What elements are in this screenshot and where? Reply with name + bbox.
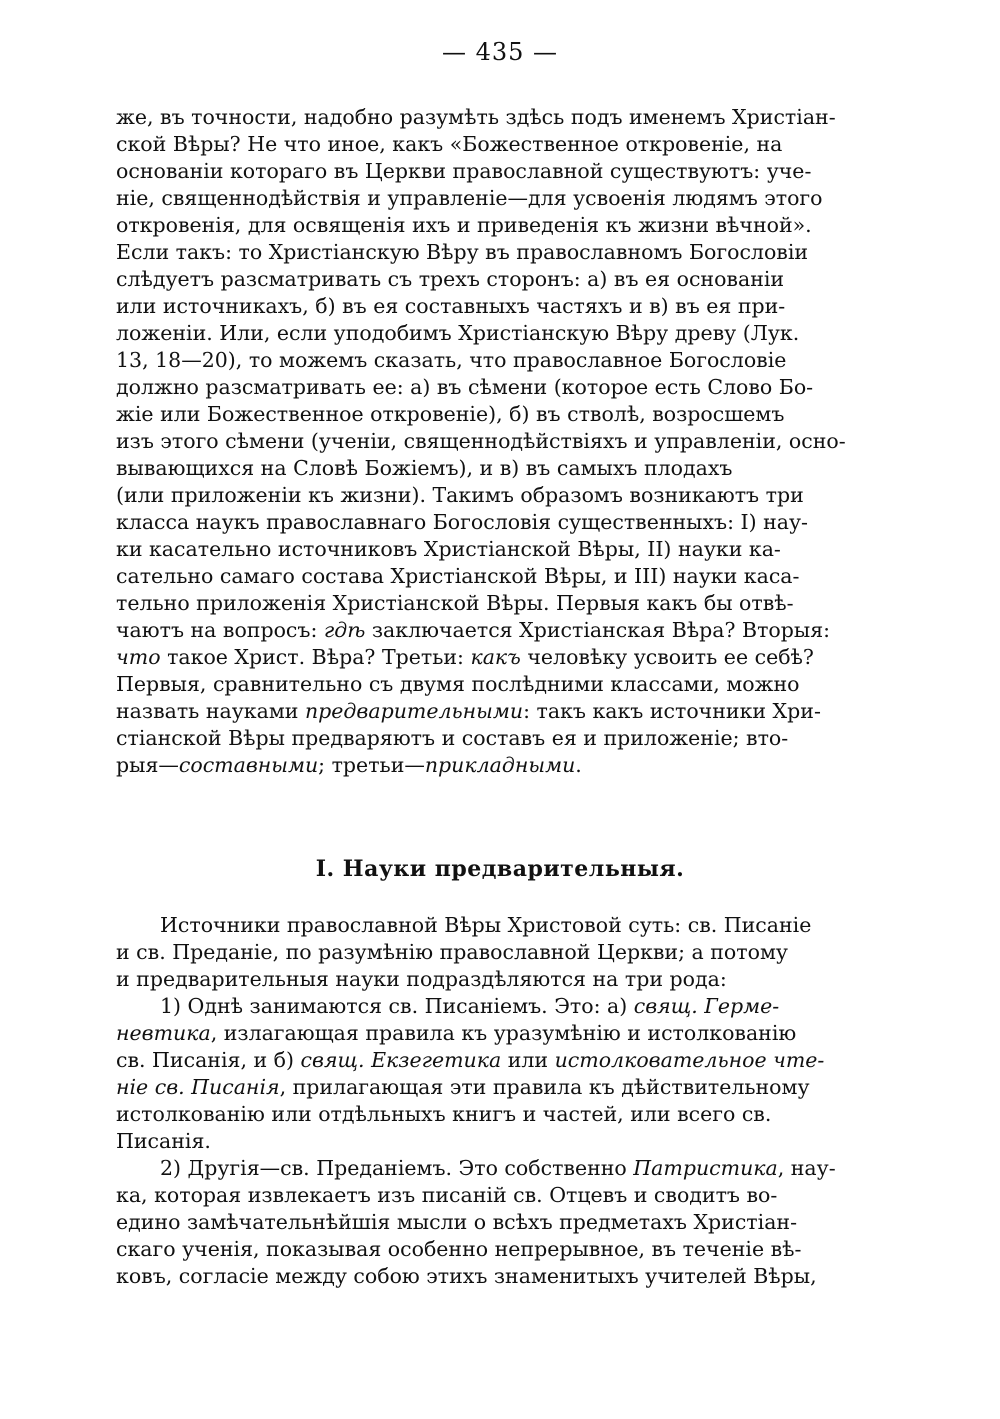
emphasis-text: невтика	[116, 1021, 211, 1045]
text-line: должно разсматривать ее: а) въ сѣмени (которое есть Слово Бо-	[116, 375, 814, 399]
emphasis-text: что	[116, 645, 161, 669]
text-run: человѣку усвоить ее себѣ?	[520, 645, 814, 669]
text-run: назвать науками	[116, 699, 305, 723]
text-run: .	[575, 753, 582, 777]
text-run: : такъ какъ источники Хри-	[523, 699, 821, 723]
text-line	[116, 1155, 906, 1182]
paragraph-1	[116, 104, 906, 617]
emphasis-text: ніе св. Писанія	[116, 1075, 280, 1099]
emphasis-text: истолковательное чте-	[554, 1048, 825, 1072]
emphasis-text: составными	[178, 753, 319, 777]
text-line	[116, 1020, 906, 1047]
text-run: , излагающая правила къ уразумѣнію и истолкованію	[210, 1021, 797, 1045]
text-line	[116, 752, 906, 779]
text-line: скаго ученія, показывая особенно непрерывное, въ теченіе вѣ-	[116, 1237, 802, 1261]
text-line: ковъ, согласіе между собою этихъ знаменитыхъ учителей Вѣры,	[116, 1264, 817, 1288]
text-line: ніе, священнодѣйствія и управленіе—для усвоенія людямъ этого	[116, 186, 823, 210]
text-run: , нау-	[777, 1156, 836, 1180]
emphasis-text: какъ	[470, 645, 521, 669]
text-run: чаютъ на вопросъ:	[116, 618, 324, 642]
text-run: заключается Христіанская Вѣра? Вторыя:	[365, 618, 831, 642]
text-run: такое Христ. Вѣра? Третьи:	[160, 645, 471, 669]
paragraph-2	[116, 912, 906, 1290]
text-line: ка, которая извлекаетъ изъ писаній св. Отцевъ и сводитъ во-	[116, 1183, 778, 1207]
text-line: и св. Преданіе, по разумѣнію православной Церкви; а потому	[116, 940, 788, 964]
text-line: же, въ точности, надобно разумѣть здѣсь подъ именемъ Христіан-	[116, 105, 836, 129]
text-line: и предварительныя науки подраздѣляются на три рода:	[116, 967, 727, 991]
text-run: 1) Однѣ занимаются св. Писаніемъ. Это: а)	[160, 994, 634, 1018]
text-run: или	[501, 1048, 555, 1072]
paragraph-1-continued	[116, 617, 906, 779]
emphasis-text: свящ. Герме-	[633, 994, 780, 1018]
page-number: — 435 —	[441, 38, 559, 66]
text-line: Первыя, сравнительно съ двумя послѣдними классами, можно	[116, 672, 800, 696]
emphasis-text: Патристика	[633, 1156, 778, 1180]
text-line: основаніи котораго въ Церкви православной существуютъ: уче-	[116, 159, 812, 183]
text-run: 2) Другія—св. Преданіемъ. Это собственно	[160, 1156, 634, 1180]
text-line	[116, 617, 906, 644]
text-line: едино замѣчательнѣйшія мысли о всѣхъ предметахъ Христіан-	[116, 1210, 798, 1234]
section-heading: I. Науки предварительныя.	[315, 856, 685, 882]
text-line: истолкованію или отдѣльныхъ книгъ и частей, или всего св.	[116, 1102, 772, 1126]
text-line: изъ этого сѣмени (ученіи, священнодѣйствіяхъ и управленіи, осно-	[116, 429, 846, 453]
text-line: ской Вѣры? Не что иное, какъ «Божественное откровеніе, на	[116, 132, 783, 156]
text-line: Источники православной Вѣры Христовой суть: св. Писаніе	[160, 913, 812, 937]
text-line: или источникахъ, б) въ ея составныхъ частяхъ и в) въ ея при-	[116, 294, 786, 318]
emphasis-text: предварительными	[304, 699, 524, 723]
text-line: Если такъ: то Христіанскую Вѣру въ православномъ Богословіи	[116, 240, 809, 264]
text-line	[116, 698, 906, 725]
text-line: стіанской Вѣры предваряютъ и составъ ея и приложеніе; вто-	[116, 726, 789, 750]
emphasis-text: прикладными	[424, 753, 576, 777]
text-line: ложеніи. Или, если уподобимъ Христіанскую Вѣру древу (Лук.	[116, 321, 800, 345]
text-run: ; третьи—	[318, 753, 425, 777]
text-line: класса наукъ православнаго Богословія существенныхъ: I) нау-	[116, 510, 808, 534]
text-line: откровенія, для освященія ихъ и приведенія къ жизни вѣчной».	[116, 213, 812, 237]
text-line	[116, 1074, 906, 1101]
text-line: жіе или Божественное откровеніе), б) въ стволѣ, возросшемъ	[116, 402, 785, 426]
text-line: Писанія.	[116, 1129, 211, 1153]
text-line	[116, 993, 906, 1020]
text-line: (или приложеніи къ жизни). Такимъ образомъ возникаютъ три	[116, 483, 804, 507]
emphasis-text: гдѣ	[323, 618, 366, 642]
text-line: вывающихся на Словѣ Божіемъ), и в) въ самыхъ плодахъ	[116, 456, 733, 480]
text-line: ки касательно источниковъ Христіанской Вѣры, II) науки ка-	[116, 537, 781, 561]
text-line: слѣдуетъ разсматривать съ трехъ сторонъ: а) въ ея основаніи	[116, 267, 785, 291]
text-line: сательно самаго состава Христіанской Вѣры, и III) науки каса-	[116, 564, 800, 588]
text-line	[116, 1047, 906, 1074]
text-run: св. Писанія, и б)	[116, 1048, 301, 1072]
text-run: , прилагающая эти правила къ дѣйствительному	[279, 1075, 810, 1099]
text-line: тельно приложенія Христіанской Вѣры. Первыя какъ бы отвѣ-	[116, 591, 794, 615]
text-run: рыя—	[116, 753, 179, 777]
text-line	[116, 644, 906, 671]
text-line: 13, 18—20), то можемъ сказать, что православное Богословіе	[116, 348, 787, 372]
emphasis-text: свящ. Екзегетика	[300, 1048, 502, 1072]
